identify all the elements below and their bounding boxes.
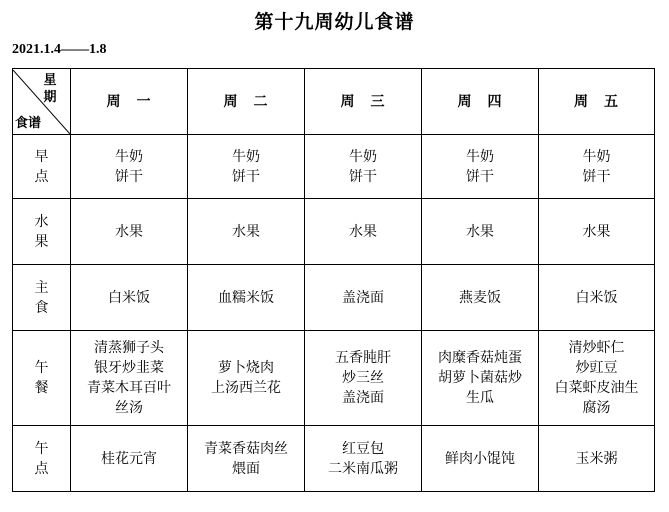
row-label-snack: 午 点: [13, 426, 71, 492]
corner-label-menu: 食谱: [15, 115, 42, 131]
menu-cell: 玉米粥: [539, 426, 655, 492]
day-header-mon: 周 一: [71, 69, 188, 135]
header-row: [13, 69, 655, 135]
menu-cell: 白米饭: [539, 265, 655, 331]
day-header-wed: 周 三: [305, 69, 422, 135]
menu-cell: 牛奶 饼干: [71, 135, 188, 199]
menu-cell: 桂花元宵: [71, 426, 188, 492]
menu-cell: 血糯米饭: [188, 265, 305, 331]
row-fruit: [13, 199, 655, 265]
row-label-breakfast: 早 点: [13, 135, 71, 199]
menu-cell: 萝卜烧肉 上汤西兰花: [188, 331, 305, 426]
row-breakfast: [13, 135, 655, 199]
menu-cell: 水果: [188, 199, 305, 265]
menu-cell: 牛奶 饼干: [188, 135, 305, 199]
menu-cell: 红豆包 二米南瓜粥: [305, 426, 422, 492]
day-header-thu: 周 四: [422, 69, 539, 135]
row-lunch: [13, 331, 655, 426]
menu-cell: 五香肫肝 炒三丝 盖浇面: [305, 331, 422, 426]
menu-cell: 清炒虾仁 炒豇豆 白菜虾皮油生 腐汤: [539, 331, 655, 426]
menu-cell: 水果: [422, 199, 539, 265]
menu-cell: 水果: [305, 199, 422, 265]
menu-cell: 鲜肉小馄饨: [422, 426, 539, 492]
menu-cell: 青菜香菇肉丝 煨面: [188, 426, 305, 492]
date-range: 2021.1.4——1.8: [12, 42, 107, 57]
menu-cell: 水果: [539, 199, 655, 265]
day-header-fri: 周 五: [539, 69, 655, 135]
row-label-staple: 主 食: [13, 265, 71, 331]
row-snack: [13, 426, 655, 492]
menu-cell: 燕麦饭: [422, 265, 539, 331]
menu-table: [12, 68, 655, 492]
row-staple: [13, 265, 655, 331]
corner-label-weekday: 星 期: [43, 72, 57, 105]
menu-cell: 盖浇面: [305, 265, 422, 331]
menu-cell: 水果: [71, 199, 188, 265]
row-label-lunch: 午 餐: [13, 331, 71, 426]
row-label-fruit: 水 果: [13, 199, 71, 265]
menu-cell: 牛奶 饼干: [305, 135, 422, 199]
menu-title: 第十九周幼儿食谱: [254, 11, 415, 33]
menu-cell: 肉糜香菇炖蛋 胡萝卜菌菇炒 生瓜: [422, 331, 539, 426]
menu-cell: 牛奶 饼干: [422, 135, 539, 199]
menu-cell: 白米饭: [71, 265, 188, 331]
menu-cell: 牛奶 饼干: [539, 135, 655, 199]
menu-cell: 清蒸狮子头 银牙炒韭菜 青菜木耳百叶 丝汤: [71, 331, 188, 426]
corner-cell: [13, 69, 71, 135]
day-header-tue: 周 二: [188, 69, 305, 135]
